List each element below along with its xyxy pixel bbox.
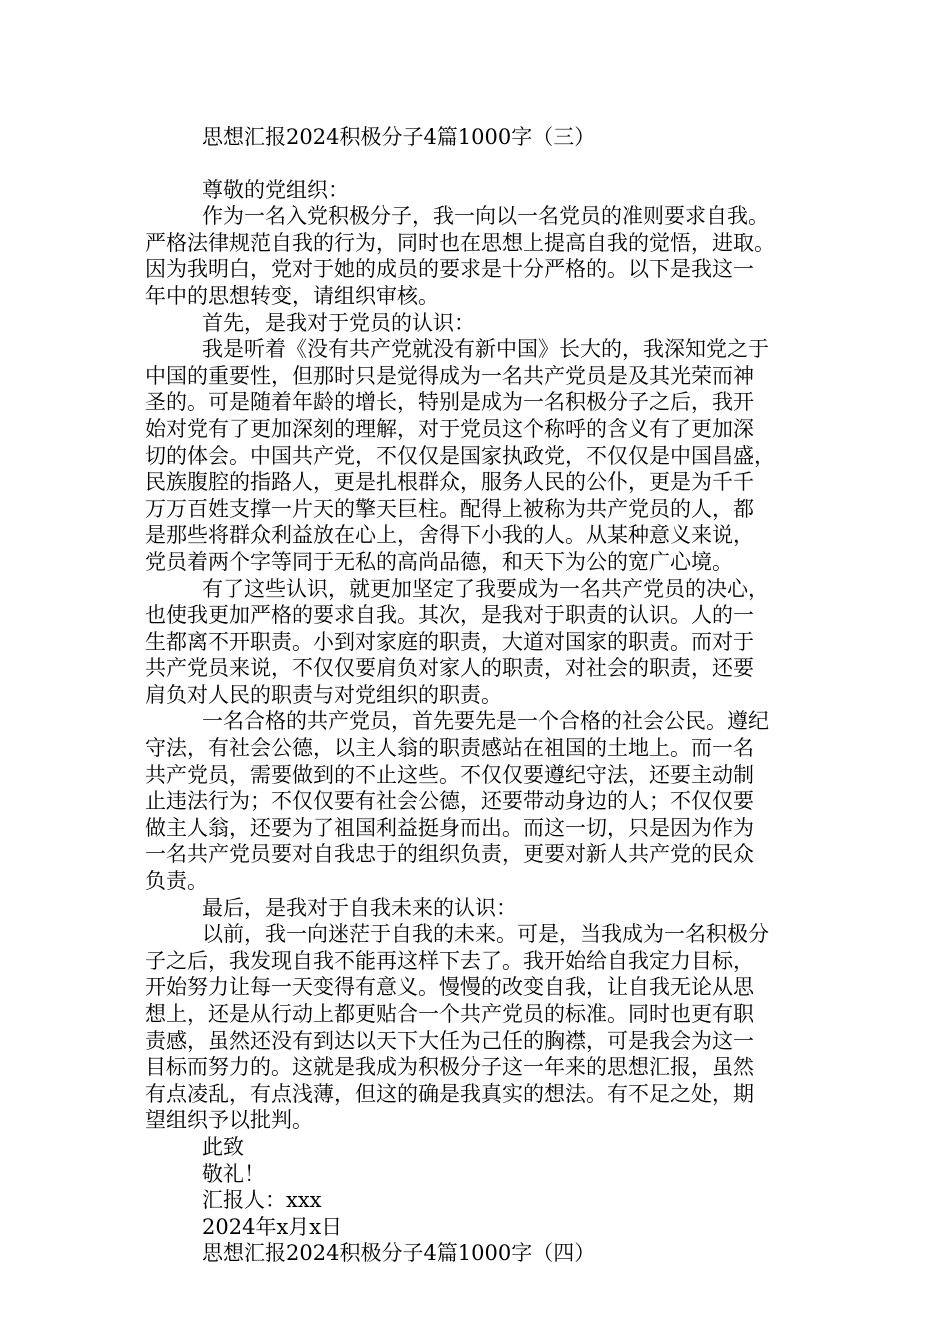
blank-line xyxy=(145,151,835,177)
paragraph-line: 最后，是我对于自我未来的认识： xyxy=(202,895,517,920)
paragraph-line: 年中的思想转变，请组织审核。 xyxy=(145,283,439,308)
paragraph xyxy=(145,708,835,894)
paragraph-line: 作为一名入党积极分子，我一向以一名党员的准则要求自我。 xyxy=(202,204,769,229)
paragraph-line: 是那些将群众利益放在心上，舍得下小我的人。从某种意义来说， xyxy=(145,523,754,548)
paragraph-line: 开始努力让每一天变得有意义。慢慢的改变自我，让自我无论从思 xyxy=(145,975,754,1000)
paragraph-line: 止违法行为；不仅仅要有社会公德，还要带动身边的人；不仅仅要 xyxy=(145,789,754,814)
regards: 敬礼！ xyxy=(202,1161,265,1186)
paragraph-line: 共产党员，需要做到的不止这些。不仅仅要遵纪守法，还要主动制 xyxy=(145,762,754,787)
paragraph xyxy=(145,921,835,1134)
paragraph-line: 中国的重要性，但那时只是觉得成为一名共产党员是及其光荣而神 xyxy=(145,363,754,388)
next-section-title: 思想汇报2024积极分子4篇1000字（四） xyxy=(202,1241,596,1266)
paragraph xyxy=(145,310,835,337)
paragraphs xyxy=(145,203,835,1134)
paragraph-line: 望组织予以批判。 xyxy=(145,1108,313,1133)
document-body xyxy=(145,124,835,1267)
paragraph-line: 一名合格的共产党员，首先要先是一个合格的社会公民。遵纪 xyxy=(202,709,769,734)
paragraph-line: 做主人翁，还要为了祖国利益挺身而出。而这一切，只是因为作为 xyxy=(145,815,754,840)
paragraph-line: 也使我更加严格的要求自我。其次，是我对于职责的认识。人的一 xyxy=(145,603,754,628)
paragraph-line: 严格法律规范自我的行为，同时也在思想上提高自我的觉悟，进取。 xyxy=(145,230,775,255)
salutation: 尊敬的党组织： xyxy=(202,177,349,202)
paragraph-line: 有点凌乱，有点浅薄，但这的确是我真实的想法。有不足之处，期 xyxy=(145,1081,754,1106)
paragraph-line: 负责。 xyxy=(145,869,208,894)
paragraph-line: 子之后，我发现自我不能再这样下去了。我开始给自我定力目标， xyxy=(145,948,754,973)
paragraph-line: 生都离不开职责。小到对家庭的职责，大道对国家的职责。而对于 xyxy=(145,629,754,654)
paragraph-line: 首先，是我对于党员的认识： xyxy=(202,310,475,335)
paragraph-line: 党员着两个字等同于无私的高尚品德，和天下为公的宽广心境。 xyxy=(145,549,733,574)
paragraph-line: 民族腹腔的指路人，更是扎根群众，服务人民的公仆，更是为千千 xyxy=(145,470,754,495)
paragraph-line: 切的体会。中国共产党，不仅仅是国家执政党，不仅仅是中国昌盛， xyxy=(145,443,775,468)
paragraph-line: 想上，还是从行动上都更贴合一个共产党员的标准。同时也更有职 xyxy=(145,1002,754,1026)
paragraph-line: 责感，虽然还没有到达以天下大任为己任的胸襟，可是我会为这一 xyxy=(145,1028,754,1053)
paragraph xyxy=(145,336,835,575)
paragraph-line: 始对党有了更加深刻的理解，对于党员这个称呼的含义有了更加深 xyxy=(145,416,754,441)
paragraph-line: 我是听着《没有共产党就没有新中国》长大的，我深知党之于 xyxy=(202,337,769,362)
paragraph xyxy=(145,895,835,922)
paragraph-line: 共产党员来说，不仅仅要肩负对家人的职责，对社会的职责，还要 xyxy=(145,656,754,681)
paragraph xyxy=(145,203,835,309)
paragraph-line: 万万百姓支撑一片天的擎天巨柱。配得上被称为共产党员的人，都 xyxy=(145,496,754,521)
closing: 此致 xyxy=(202,1134,244,1159)
paragraph xyxy=(145,576,835,709)
paragraph-line: 圣的。可是随着年龄的增长，特别是成为一名积极分子之后，我开 xyxy=(145,390,754,415)
paragraph-line: 守法，有社会公德，以主人翁的职责感站在祖国的土地上。而一名 xyxy=(145,736,754,761)
paragraph-line: 有了这些认识，就更加坚定了我要成为一名共产党员的决心， xyxy=(202,576,769,601)
paragraph-line: 目标而努力的。这就是我成为积极分子这一年来的思想汇报，虽然 xyxy=(145,1055,754,1080)
paragraph-line: 肩负对人民的职责与对党组织的职责。 xyxy=(145,682,502,707)
document-title: 思想汇报2024积极分子4篇1000字（三） xyxy=(202,125,596,149)
paragraph-line: 因为我明白，党对于她的成员的要求是十分严格的。以下是我这一 xyxy=(145,257,754,282)
paragraph-line: 一名共产党员要对自我忠于的组织负责，更要对新人共产党的民众 xyxy=(145,842,754,867)
reporter: 汇报人：xxx xyxy=(202,1188,322,1213)
date: 2024年x月x日 xyxy=(202,1214,343,1239)
paragraph-line: 以前，我一向迷茫于自我的未来。可是，当我成为一名积极分 xyxy=(202,922,769,947)
